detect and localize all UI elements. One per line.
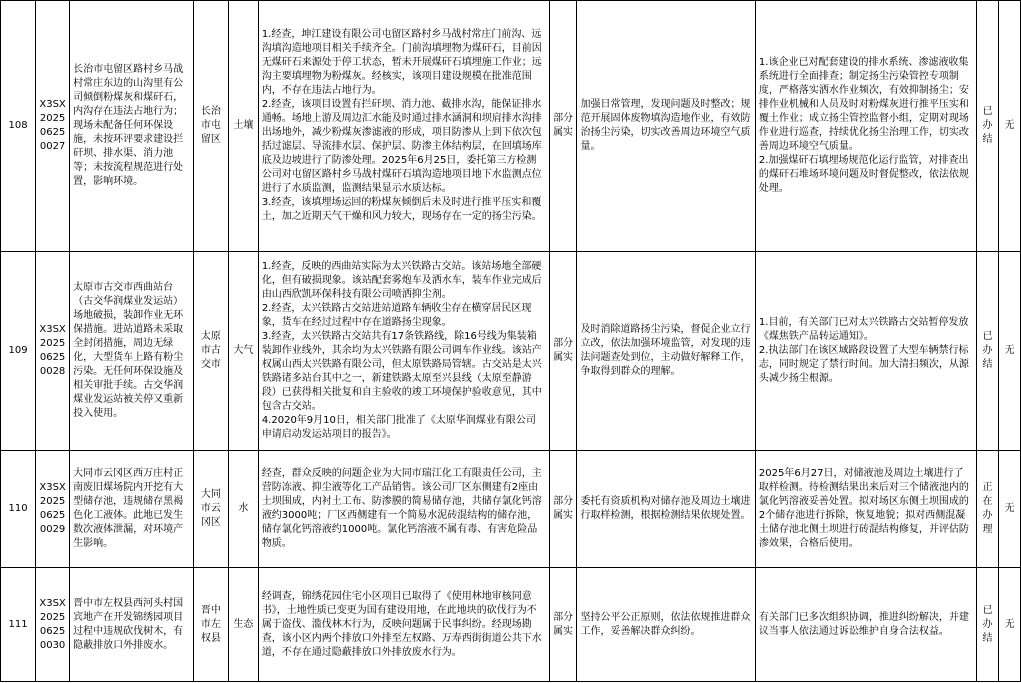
accountability-cell: 无 xyxy=(999,451,1021,568)
handling-measures-cell: 及时消除道路扬尘污染，督促企业立行立改，依法加强环境监管，对发现的违法问题查处到位，主动做好解释工作，争取得到群众的理解。 xyxy=(577,252,755,451)
verdict-cell: 部分属实 xyxy=(549,1,577,252)
verdict-cell: 部分属实 xyxy=(549,451,577,568)
status-cell: 已办结 xyxy=(976,1,999,252)
investigation-findings-paragraph: 2.经查，该项目设置有拦矸坝、消力池、截排水沟，能保证排水通畅。场地上游及周边汇水能及时通过排水涵洞和坝肩排水沟排出场地外，减少粉煤灰渗滤液的形成，项目防渗从上到下依次包括过滤层、导流排水层、保护层、防渗主体结构层，在回填场库底及边坡进行了防渗处理。2025年6月25日，委托第三方检测公司对屯留区路村乡马战村煤矸石填沟造地项目地下水监测点位进行了水质监测，监测结果显示水质达标。 xyxy=(261,99,542,194)
accountability-cell: 无 xyxy=(999,1,1021,252)
region-cell: 大同市云冈区 xyxy=(193,451,228,568)
investigation-findings-paragraph: 2.经查，太兴铁路古交站进站道路车辆收尘存在横穿居民区现象，货车在经过过程中存在道路扬尘现象。 xyxy=(261,303,532,328)
table-row xyxy=(1,451,1021,568)
investigation-findings-cell xyxy=(258,568,549,682)
rectification-results-paragraph: 1.该企业已对配套建设的排水系统、渗滤液收集系统进行全面排查；制定扬尘污染管控专项制度，严格落实洒水作业频次，有效抑制扬尘；安排作业机械和人员及时对粉煤灰进行推平压实和覆土作业；成立扬尘管控监督小组，定期对现场作业进行巡查，持续优化扬尘治理工作，切实改善周边环境空气质量。 xyxy=(758,57,969,152)
investigation-findings-paragraph: 3.经查，该填埋场运回的粉煤灰倾倒后未及时进行推平压实和覆土，加之近期天气干燥和风力较大，现场存在一定的扬尘污染。 xyxy=(261,197,542,222)
verdict-cell: 部分属实 xyxy=(549,252,577,451)
complaint-content-cell: 大同市云冈区西万庄村正南废旧煤场院内开挖有大型储存池，违规储存黑褐色化工液体。此地已发生数次液体泄漏，对环境产生影响。 xyxy=(70,451,194,568)
complaint-content-cell: 长治市屯留区路村乡马战村常庄东边的山沟里有公司倾倒粉煤灰和煤矸石，内沟存在违法占地行为；现场未配备任何环保设施，未按环评要求建设拦矸坝、排水渠、消力池等；未按流程规范进行处置，影响环境。 xyxy=(70,1,194,252)
region-cell: 晋中市左权县 xyxy=(193,568,228,682)
row-number-cell: 108 xyxy=(1,1,36,252)
accountability-cell: 无 xyxy=(999,252,1021,451)
investigation-findings-cell xyxy=(258,252,549,451)
rectification-results-cell xyxy=(755,1,976,252)
table-row xyxy=(1,1,1021,252)
accountability-cell: 无 xyxy=(999,568,1021,682)
handling-measures-cell: 加强日常管理，发现问题及时整改；规范开展固体废物填沟造地作业，有效防治扬尘污染，切实改善周边环境空气质量。 xyxy=(577,1,755,252)
handling-measures-cell: 坚持公平公正原则，依法依规推进群众工作，妥善解决群众纠纷。 xyxy=(577,568,755,682)
investigation-findings-paragraph: 经查，群众反映的问题企业为大同市瑞江化工有限责任公司，主营防冻液、抑尘液等化工产品销售。该公司厂区东侧建有2座由土坝围成，内衬土工布、防渗膜的简易储存池，共储存氯化钙溶液约3000吨；厂区西侧建有一个简易水泥砖混结构的储存池，储存氯化钙溶液约1000吨。氯化钙溶液不属有毒、有害危险品物质。 xyxy=(261,468,542,549)
region-cell: 长治市屯留区 xyxy=(193,1,228,252)
case-code-cell: X3SX202506250029 xyxy=(36,451,70,568)
pollution-type-cell: 生态 xyxy=(228,568,258,682)
status-cell: 正在办理 xyxy=(976,451,999,568)
rectification-results-paragraph: 2.加强煤矸石填埋场规范化运行监管，对排查出的煤矸石堆场环境问题及时督促整改，依法依规处理。 xyxy=(758,155,969,194)
region-cell: 太原市古交市 xyxy=(193,252,228,451)
investigation-findings-paragraph: 3.经查，太兴铁路古交站共有17条铁路线，除16号线为集装箱装卸作业线外，其余均为太兴铁路有限公司调车作业线。该站产权属山西太兴铁路有限公司，但太原铁路局管辖。古交站是太兴铁路诸多站台其中之一，新建铁路太原至兴县线（太原至静游段）已获得相关批复和自主验收的竣工环境保护验收意见，其中包含古交站。 xyxy=(261,331,542,412)
complaint-content-cell: 晋中市左权县西河头村国宾地产在开发锦绣园项目过程中违规砍伐树木，有隐蔽排放口外排废水。 xyxy=(70,568,194,682)
handling-measures-cell: 委托有资质机构对储存池及周边土壤进行取样检测，根据检测结果依规处置。 xyxy=(577,451,755,568)
rectification-results-paragraph: 1.目前，有关部门已对太兴铁路古交站暂停发放《煤焦铁产品转运通知》。 xyxy=(758,317,969,342)
pollution-type-cell: 土壤 xyxy=(228,1,258,252)
investigation-findings-paragraph: 4.2020年9月10日，相关部门批准了《太原华润煤业有限公司申请启动发运站项目的报告》。 xyxy=(261,415,536,440)
verdict-cell: 部分属实 xyxy=(549,568,577,682)
rectification-results-cell xyxy=(755,568,976,682)
row-number-cell: 111 xyxy=(1,568,36,682)
investigation-findings-paragraph: 1.经查，反映的西曲站实际为太兴铁路古交站。该站场地全部硬化，但有破损现象。该站配套雾炮车及洒水车，装车作业完成后由山西欣凯环保科技有限公司喷洒抑尘剂。 xyxy=(261,261,542,300)
pollution-type-cell: 大气 xyxy=(228,252,258,451)
investigation-findings-cell xyxy=(258,1,549,252)
table-row xyxy=(1,568,1021,682)
row-number-cell: 109 xyxy=(1,252,36,451)
investigation-findings-paragraph: 经调查，锦绣花园住宅小区项目已取得了《使用林地审核同意书》，土地性质已变更为国有建设用地，在此地块的砍伐行为不属于盗伐、滥伐林木行为，反映问题属于民事纠纷。经现场勘查，该小区内两个排放口外排至左权路、万寿西街街道公共下水道，不存在通过隐蔽排放口外排放废水行为。 xyxy=(261,590,542,658)
case-code-cell: X3SX202506250027 xyxy=(36,1,70,252)
rectification-results-paragraph: 2025年6月27日，对储液池及周边土壤进行了取样检测。待检测结果出来后对三个储液池内的氯化钙溶液妥善处置。拟对场区东侧土坝围成的2个储存池进行拆除，恢复地貌；拟对西侧混凝土储存池北侧土坝进行砖混结构修复，并评估防渗效果，合格后使用。 xyxy=(758,468,969,549)
row-number-cell: 110 xyxy=(1,451,36,568)
rectification-results-paragraph: 有关部门已多次组织协调，推进纠纷解决，并建议当事人依法通过诉讼维护自身合法权益。 xyxy=(758,611,969,637)
rectification-results-cell xyxy=(755,252,976,451)
status-cell: 已办结 xyxy=(976,568,999,682)
status-cell: 已办结 xyxy=(976,252,999,451)
table-row xyxy=(1,252,1021,451)
case-code-cell: X3SX202506250030 xyxy=(36,568,70,682)
rectification-results-cell xyxy=(755,451,976,568)
rectification-results-paragraph: 2.执法部门在该区域路段设置了大型车辆禁行标志，同时规定了禁行时间。加大清扫频次，从源头减少扬尘根源。 xyxy=(758,345,969,384)
investigation-findings-cell xyxy=(258,451,549,568)
investigation-findings-paragraph: 1.经查，坤江建设有限公司屯留区路村乡马战村常庄门前沟、远沟填沟造地项目相关手续齐全。门前沟填埋物为煤矸石，目前因无煤矸石来源处于停工状态，暂未开展煤矸石填埋施工作业；远沟主要填埋物为粉煤灰。经核实，该项目建设规模在批准范围内，不存在违法占地行为。 xyxy=(261,29,542,96)
case-code-cell: X3SX202506250028 xyxy=(36,252,70,451)
pollution-type-cell: 水 xyxy=(228,451,258,568)
complaint-content-cell: 太原市古交市西曲站台（古交华润煤业发运站）场地破损，装卸作业无环保措施。进站道路未采取全封闭措施，周边无绿化，大型货车上路有粉尘污染。无任何环保设施及相关审批手续。古交华润煤业发运站被关停又重新投入使用。 xyxy=(70,252,194,451)
